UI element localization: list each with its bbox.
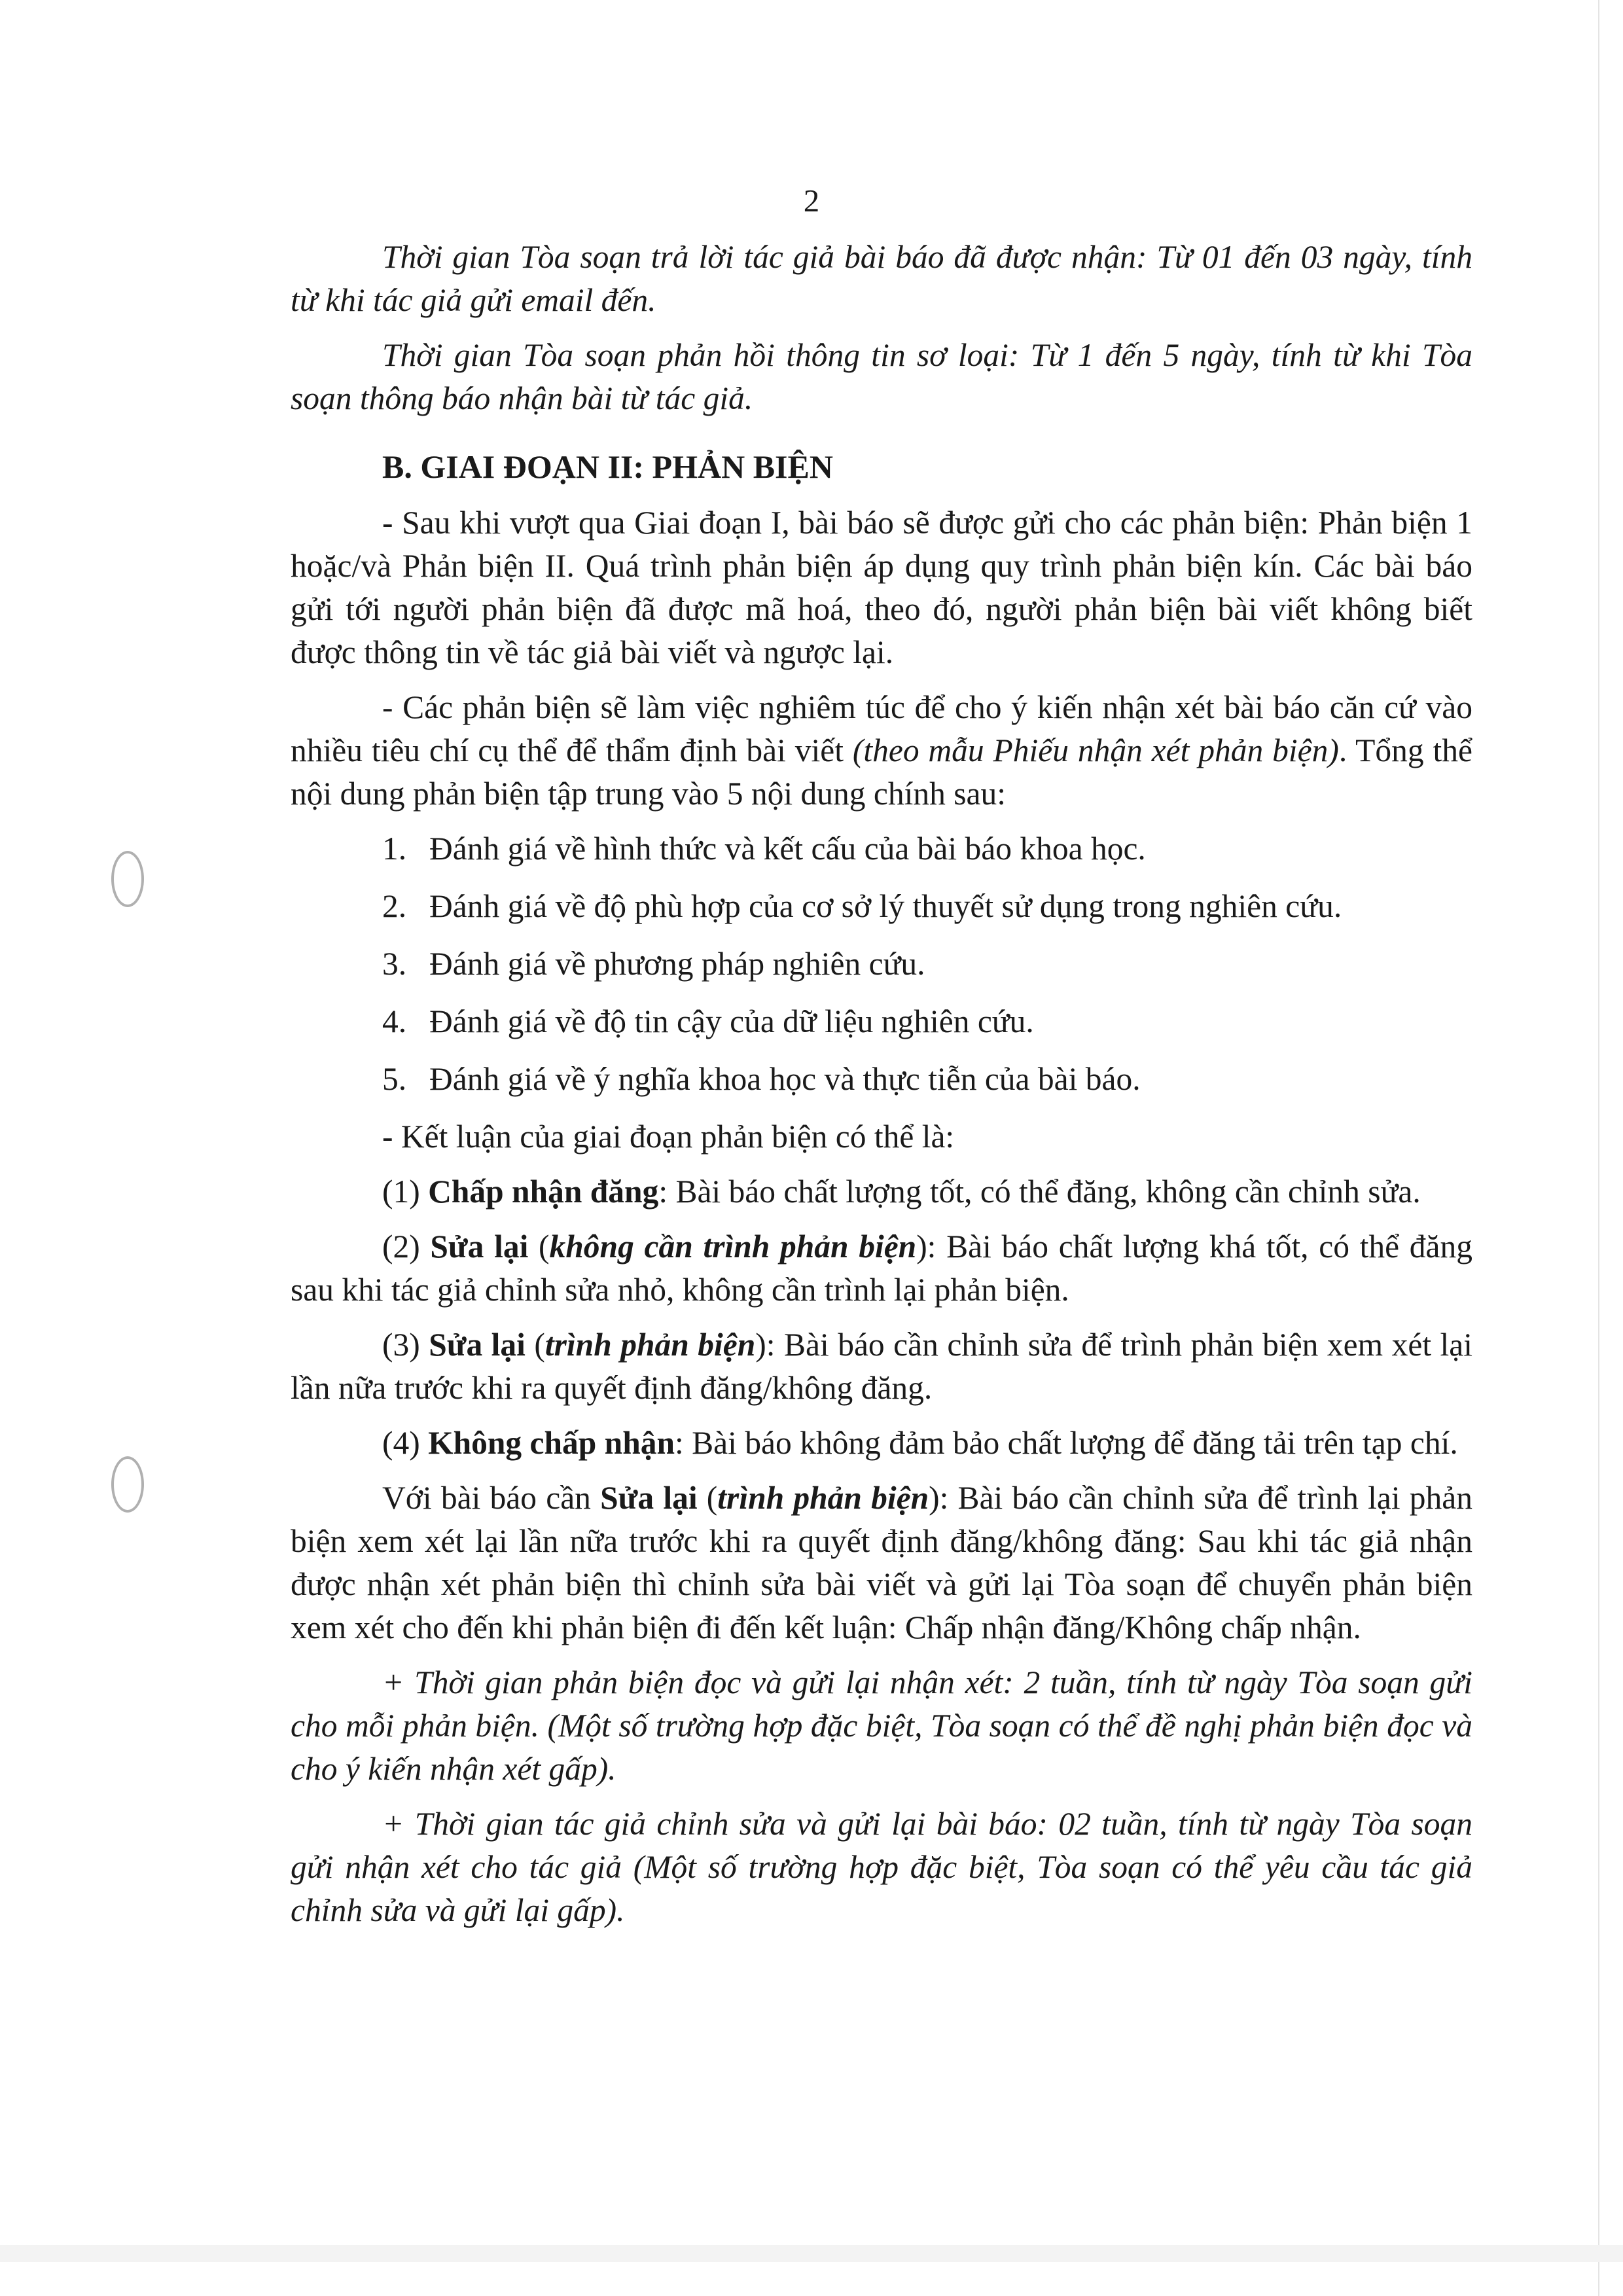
list-number: 2. [382,888,407,924]
outcome-major-revision [291,1323,1472,1410]
form-reference: (theo mẫu Phiếu nhận xét phản biện) [852,732,1339,768]
outcome-minor-revision [291,1225,1472,1312]
outcome-number: (3) [382,1327,429,1363]
page-number: 2 [803,183,820,219]
list-number: 5. [382,1061,407,1097]
paragraph-text: - Các phản biện sẽ làm việc nghiêm túc để cho ý kiến nhận xét bài báo căn cứ vào nhiều tiêu chí cụ thể để thẩm định bài viết [291,689,1472,768]
list-number: 1. [382,831,407,867]
list-item [291,827,1472,885]
revision-label: Sửa lại [600,1480,698,1516]
outcome-text: ): Bài báo chất lượng khá tốt, có thể đăng sau khi tác giả chỉnh sửa nhỏ, không cần trình lại phản biện. [291,1229,1473,1308]
outcome-text: ): Bài báo cần chỉnh sửa để trình phản biện xem xét lại lần nữa trước khi ra quyết định đăng/không đăng. [291,1327,1473,1406]
review-process-paragraph: - Sau khi vượt qua Giai đoạn I, bài báo sẽ được gửi cho các phản biện: Phản biện 1 hoặc/và Phản biện II. Quá trình phản biện áp dụng quy trình phản biện kín. Các bài báo gửi tới người phản biện đã được mã hoá, theo đó, người phản biện bài viết không biết được thông tin về tác giả bài viết và ngược lại. [291,505,1472,670]
paren: ( [528,1229,550,1265]
conclusion-intro: - Kết luận của giai đoạn phản biện có thể là: [382,1119,955,1155]
punch-hole-icon [111,1456,144,1513]
list-item [291,942,1472,1000]
list-item [291,885,1472,942]
outcome-qualifier: không cần trình phản biện [549,1229,917,1265]
paren: ( [697,1480,718,1516]
punch-hole-icon [111,851,144,907]
paren: ( [525,1327,545,1363]
outcome-number: (2) [382,1229,431,1265]
list-number: 4. [382,1003,407,1039]
list-item [291,1058,1472,1115]
section-heading: B. GIAI ĐOẠN II: PHẢN BIỆN [382,448,833,485]
review-timeline: + Thời gian phản biện đọc và gửi lại nhận xét: 2 tuần, tính từ ngày Tòa soạn gửi cho mỗi phản biện. (Một số trường hợp đặc biệt, Tòa soạn có thể đề nghị phản biện đọc và cho ý kiến nhận xét gấp). [291,1664,1472,1787]
intro-paragraph-2: Thời gian Tòa soạn phản hồi thông tin sơ loại: Từ 1 đến 5 ngày, tính từ khi Tòa soạn thông báo nhận bài từ tác giả. [291,337,1472,416]
list-text: Đánh giá về ý nghĩa khoa học và thực tiễn của bài báo. [429,1061,1141,1097]
list-text: Đánh giá về hình thức và kết cấu của bài báo khoa học. [429,831,1146,867]
paragraph-text: Với bài báo cần [382,1480,601,1516]
outcome-qualifier: trình phản biện [544,1327,756,1363]
outcome-text: : Bài báo chất lượng tốt, có thể đăng, không cần chỉnh sửa. [658,1174,1421,1210]
revision-paragraph [291,1477,1472,1649]
list-text: Đánh giá về độ tin cậy của dữ liệu nghiên cứu. [429,1003,1034,1039]
list-text: Đánh giá về phương pháp nghiên cứu. [429,946,925,982]
list-text: Đánh giá về độ phù hợp của cơ sở lý thuyết sử dụng trong nghiên cứu. [429,888,1342,924]
scan-bottom-band [0,2245,1623,2262]
document-body [291,236,1472,1932]
list-number: 3. [382,946,407,982]
revision-timeline: + Thời gian tác giả chỉnh sửa và gửi lại bài báo: 02 tuần, tính từ ngày Tòa soạn gửi nhận xét cho tác giả (Một số trường hợp đặc biệt, Tòa soạn có thể yêu cầu tác giả chỉnh sửa và gửi lại gấp). [291,1806,1472,1928]
outcome-reject [291,1422,1472,1465]
criteria-list [291,827,1472,1115]
outcome-label: Sửa lại [429,1327,526,1363]
outcome-accept [291,1170,1472,1213]
revision-qualifier: trình phản biện [717,1480,929,1516]
scan-edge [1598,0,1599,2296]
outcome-text: : Bài báo không đảm bảo chất lượng để đăng tải trên tạp chí. [675,1425,1458,1461]
review-criteria-paragraph [291,686,1472,816]
outcome-number: (4) [382,1425,429,1461]
outcome-label: Sửa lại [430,1229,529,1265]
intro-paragraph-1: Thời gian Tòa soạn trả lời tác giả bài báo đã được nhận: Từ 01 đến 03 ngày, tính từ khi tác giả gửi email đến. [291,239,1472,318]
paragraph-text: . Tổng thể nội dung phản biện tập trung vào 5 nội dung chính sau: [291,732,1472,812]
outcome-label: Không chấp nhận [428,1425,675,1461]
paragraph-text: ): Bài báo cần chỉnh sửa để trình lại phản biện xem xét lại lần nữa trước khi ra quyết định đăng/không đăng: Sau khi tác giả nhận được nhận xét phản biện thì chỉnh sửa bài viết và gửi lại Tòa soạn để chuyển phản biện xem xét cho đến khi phản biện đi đến kết luận: Chấp nhận đăng/Không chấp nhận. [291,1480,1473,1645]
outcome-label: Chấp nhận đăng [428,1174,659,1210]
list-item [291,1000,1472,1058]
outcome-number: (1) [382,1174,429,1210]
